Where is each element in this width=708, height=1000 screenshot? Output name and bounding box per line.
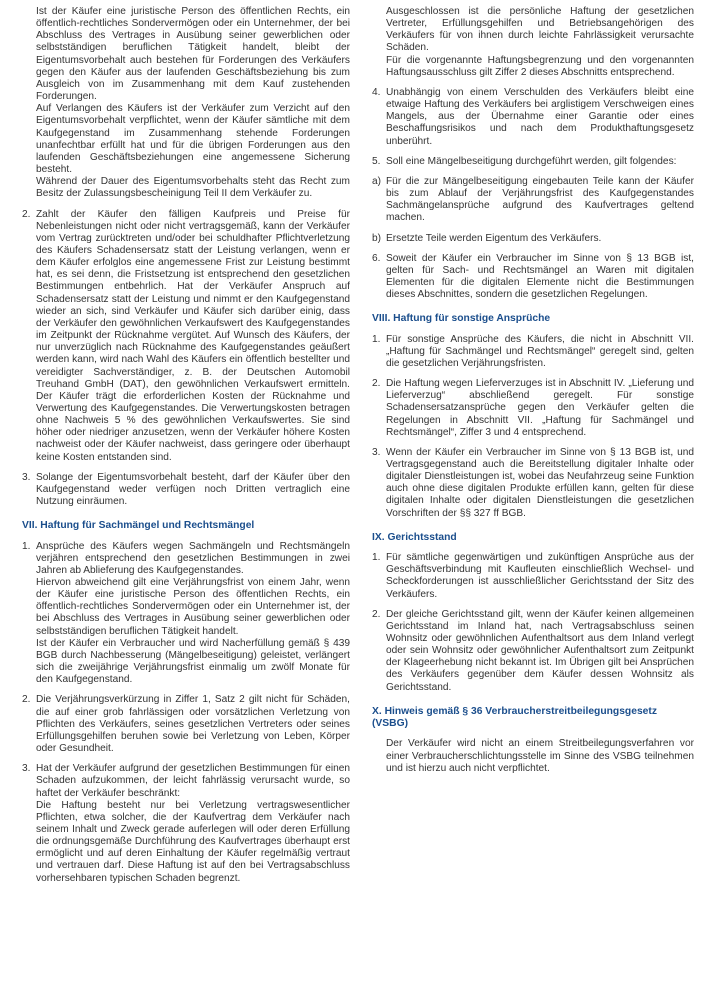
item-number: a) — [372, 175, 382, 187]
section-heading — [372, 706, 694, 731]
item-number: 4. — [372, 86, 381, 98]
item-number: 1. — [22, 540, 31, 552]
item-text: Die Haftung wegen Lieferverzuges ist in Abschnitt IV. „Lieferung und Lieferverzug“ abschließend geregelt. Für sonstige Schadensersatzansprüche gegen den Verkäufer gelten die Regelungen in Abschnitt VII. „Haftung für Sachmängel und Rechtsmängel“, Ziffer 3 und 4 entsprechend. — [386, 378, 694, 438]
paragraph: Für die vorgenannte Haftungsbegrenzung und den vorgenannten Haftungsausschluss gilt Ziffer 2 dieses Abschnitts entsprechend. — [386, 54, 694, 78]
right-column — [372, 6, 694, 775]
list-item — [372, 176, 694, 225]
paragraph: Der Verkäufer wird nicht an einem Streitbeilegungsverfahren vor einer Verbraucherschlichtungsstelle im Sinne des VSBG teilnehmen und ist hierzu auch nicht verpflichtet. — [386, 738, 694, 774]
item-text: Ersetzte Teile werden Eigentum des Verkäufers. — [386, 232, 602, 244]
item-text: Der gleiche Gerichtsstand gilt, wenn der Käufer keinen allgemeinen Gerichtsstand im Inland hat, nach Vertragsabschluss seinen Wohnsitz oder gewöhnlichen Aufenthaltsort aus dem Inland verlegt oder sein Wohnsitz oder gewöhnlicher Aufenthaltsort zum Zeitpunkt der Klageerhebung nicht bekannt ist. Im Übrigen gilt bei Ansprüchen des Verkäufers gegenüber dem Käufer dessen Wohnsitz als Gerichtsstand. — [386, 608, 694, 693]
item-text: Solange der Eigentumsvorbehalt besteht, darf der Käufer über den Kaufgegenstand weder verfügen noch Dritten vertraglich eine Nutzung einräumen. — [36, 471, 350, 508]
eigentumsvorbehalt-continuation — [22, 6, 350, 201]
item-text: Ansprüche des Käufers wegen Sachmängeln und Rechtsmängeln verjähren entsprechend den gesetzlichen Bestimmungen in zwei Jahren ab Ablieferung des Kaufgegenstandes. — [36, 540, 350, 576]
item-text: Unabhängig von einem Verschulden des Verkäufers bleibt eine etwaige Haftung des Verkäufers bei arglistigem Verschweigen eines Mangels, aus der Übernahme einer Garantie oder eines Beschaffungsrisikos und nach dem Produkthaftungsgesetz unberührt. — [386, 86, 694, 147]
list-item — [372, 609, 694, 694]
list-item — [372, 378, 694, 439]
item-number: 5. — [372, 155, 381, 167]
list-item — [372, 87, 694, 148]
item-number: 6. — [372, 252, 381, 264]
section-heading: VII. Haftung für Sachmängel und Rechtsmängel — [22, 520, 255, 532]
list-item — [372, 334, 694, 370]
list-item — [372, 253, 694, 302]
item-text: Die Verjährungsverkürzung in Ziffer 1, Satz 2 gilt nicht für Schäden, die auf einer grob fahrlässigen oder vorsätzlichen Verletzung von Pflichten des Verkäufers, seines gesetzlichen Vertreters oder seines Erfüllungsgehilfen beruhen sowie bei Verletzung von Leben, Körper oder Gesundheit. — [36, 694, 350, 755]
paragraph: Während der Dauer des Eigentumsvorbehalts steht das Recht zum Besitz der Zulassungsbescheinigung Teil II dem Verkäufer zu. — [36, 176, 350, 200]
item-text: Für sonstige Ansprüche des Käufers, die nicht in Abschnitt VII. „Haftung für Sachmängel und Rechtsmängel“ geregelt sind, gelten die gesetzlichen Verjährungsfristen. — [386, 333, 694, 369]
list-item — [372, 447, 694, 520]
item-text: Für sämtliche gegenwärtigen und zukünftigen Ansprüche aus der Geschäftsverbindung mit Kaufleuten einschließlich Wechsel- und Scheckforderungen ist ausschließlicher Gerichtsstand der Sitz des Verkäufers. — [386, 552, 694, 600]
item-number: 3. — [372, 446, 381, 458]
section-heading-line: (VSBG) — [372, 718, 409, 730]
section-heading-line: X. Hinweis gemäß § 36 Verbraucherstreitbeilegungsgesetz — [372, 705, 657, 717]
list-item — [372, 156, 694, 168]
list-item — [22, 472, 350, 508]
item-text: Die Haftung besteht nur bei Verletzung vertragswesentlicher Pflichten, etwa solcher, die der Kaufvertrag dem Verkäufer nach seinem Inhalt und Zweck gerade auferlegen will oder deren Erfüllung die ordnungsgemäße Durchführung des Kaufvertrages überhaupt erst ermöglicht und auf deren Einhaltung der Käufer regelmäßig vertraut und vertrauen darf. Diese Haftung ist auf den bei Vertragsabschluss vorhersehbaren typischen Schaden begrenzt. — [36, 799, 350, 884]
item-number: 2. — [372, 378, 381, 390]
item-number: 2. — [22, 694, 31, 706]
item-text: Zahlt der Käufer den fälligen Kaufpreis und Preise für Nebenleistungen nicht oder nicht vertragsgemäß, kann der Verkäufer vom Vertrag zurücktreten und/oder bei schuldhafter Pflichtverletzung des Käufers Schadensersatz statt der Leistung verlangen, wenn er dem Käufer erfolglos eine angemessene Frist zur Leistung bestimmt hat, es sei denn, die Fristsetzung ist entsprechend den gesetzlichen Bestimmungen entbehrlich. Hat der Verkäufer Anspruch auf Schadensersatz statt der Leistung und nimmt er den Kaufgegenstand wieder an sich, sind Verkäufer und Käufer sich darüber einig, dass der Verkäufer den gewöhnlichen Verkaufswert des Kaufgegenstandes im Zeitpunkt der Rücknahme vergütet. Auf Wunsch des Käufers, der nur unverzüglich nach Rücknahme des Kaufgegenstandes geäußert werden kann, wird nach Wahl des Käufers ein öffentlich bestellter und vereidigter Sachverständiger, z. B. der Deutschen Automobil Treuhand GmbH (DAT), den gewöhnlichen Verkaufswert ermitteln. Der Käufer trägt die erforderlichen Kosten der Rücknahme und Verwertung des Kaufgegenstandes. Die Verwertungskosten betragen ohne Nachweis 5 % des gewöhnlichen Verkaufswertes. Sie sind höher oder niedriger anzusetzen, wenn der Verkäufer höhere Kosten nachweist oder der Käufer nachweist, dass geringere oder überhaupt keine Kosten entstanden sind. — [36, 208, 350, 463]
item-text: Wenn der Käufer ein Verbraucher im Sinne von § 13 BGB ist, und Vertragsgegenstand auch die Bereitstellung digitaler Inhalte oder digitaler Dienstleistungen ist, wobei das Neufahrzeug seine Funktion auch ohne diese digitalen Produkte erfüllen kann, gelten für diese digitalen Inhalte oder digitalen Dienstleistungen die gesetzlichen Vorschriften der §§ 327 ff BGB. — [386, 446, 694, 519]
item-number: 1. — [372, 333, 381, 345]
section-heading: IX. Gerichtsstand — [372, 531, 457, 543]
item-text: Hat der Verkäufer aufgrund der gesetzlichen Bestimmungen für einen Schaden aufzukommen, der leicht fahrlässig verursacht wurde, so haftet der Verkäufer beschränkt: — [36, 763, 350, 799]
list-item — [372, 552, 694, 601]
list-item — [22, 694, 350, 755]
list-item — [22, 209, 350, 464]
item-number: 2. — [22, 208, 31, 220]
list-item — [372, 233, 694, 245]
paragraph: Ausgeschlossen ist die persönliche Haftung der gesetzlichen Vertreter, Erfüllungsgehilfen und Betriebsangehörigen des Verkäufers für von ihnen durch leichte Fahrlässigkeit verursachte Schäden. — [386, 6, 694, 54]
paragraph: Ist der Käufer eine juristische Person des öffentlichen Rechts, ein öffentlich-rechtliches Sondervermögen oder ein Unternehmer, der bei Abschluss des Vertrages in Ausübung seiner gewerblichen oder selbstständigen beruflichen Tätigkeit handelt, bleibt der Eigentumsvorbehalt auch bestehen für Forderungen des Verkäufers gegen den Käufer aus der laufenden Geschäftsbeziehung bis zum Ausgleich von im Zusammenhang mit dem Kauf zustehenden Forderungen. — [36, 6, 350, 103]
list-item — [22, 763, 350, 885]
item-number: b) — [372, 232, 382, 244]
item-number: 3. — [22, 763, 31, 775]
left-column — [22, 6, 350, 893]
item-text: Ist der Käufer ein Verbraucher und wird Nacherfüllung gemäß § 439 BGB durch Nachbesserung (Mängelbeseitigung) geleistet, verlängert sich die zweijährige Verjährungsfrist einmalig um zwölf Monate für den Kaufgegenstand. — [36, 637, 350, 686]
section-heading: VIII. Haftung für sonstige Ansprüche — [372, 313, 551, 325]
item-number: 1. — [372, 552, 381, 564]
item-text: Soll eine Mängelbeseitigung durchgeführt werden, gilt folgendes: — [386, 155, 677, 167]
list-item — [22, 541, 350, 687]
item-number: 2. — [372, 608, 381, 620]
item-text: Hiervon abweichend gilt eine Verjährungsfrist von einem Jahr, wenn der Käufer eine juristische Person des öffentlichen Rechts, ein öffentlich-rechtliches Sondervermögen oder ein Unternehmer ist, der bei Abschluss des Vertrages in Ausübung seiner gewerblichen oder selbstständigen beruflichen Tätigkeit handelt. — [36, 577, 350, 637]
item-number: 3. — [22, 471, 31, 483]
paragraph: Auf Verlangen des Käufers ist der Verkäufer zum Verzicht auf den Eigentumsvorbehalt verpflichtet, wenn der Käufer sämtliche mit dem Kaufgegenstand im Zusammenhang stehende Forderungen unanfechtbar erfüllt hat und für die übrigen Forderungen aus den laufenden Geschäftsbeziehungen eine angemessene Sicherung besteht. — [36, 103, 350, 176]
haftung-continuation — [372, 6, 694, 79]
item-text: Für die zur Mängelbeseitigung eingebauten Teile kann der Käufer bis zum Ablauf der Verjährungsfrist des Kaufgegenstandes Sachmängelansprüche aufgrund des Kaufvertrages geltend machen. — [386, 175, 694, 224]
item-text: Soweit der Käufer ein Verbraucher im Sinne von § 13 BGB ist, gelten für Sach- und Rechtsmängel an Waren mit digitalen Elementen für die digitalen Elemente nicht die Bestimmungen dieses Abschnittes, sondern die gesetzlichen Regelungen. — [386, 252, 694, 301]
